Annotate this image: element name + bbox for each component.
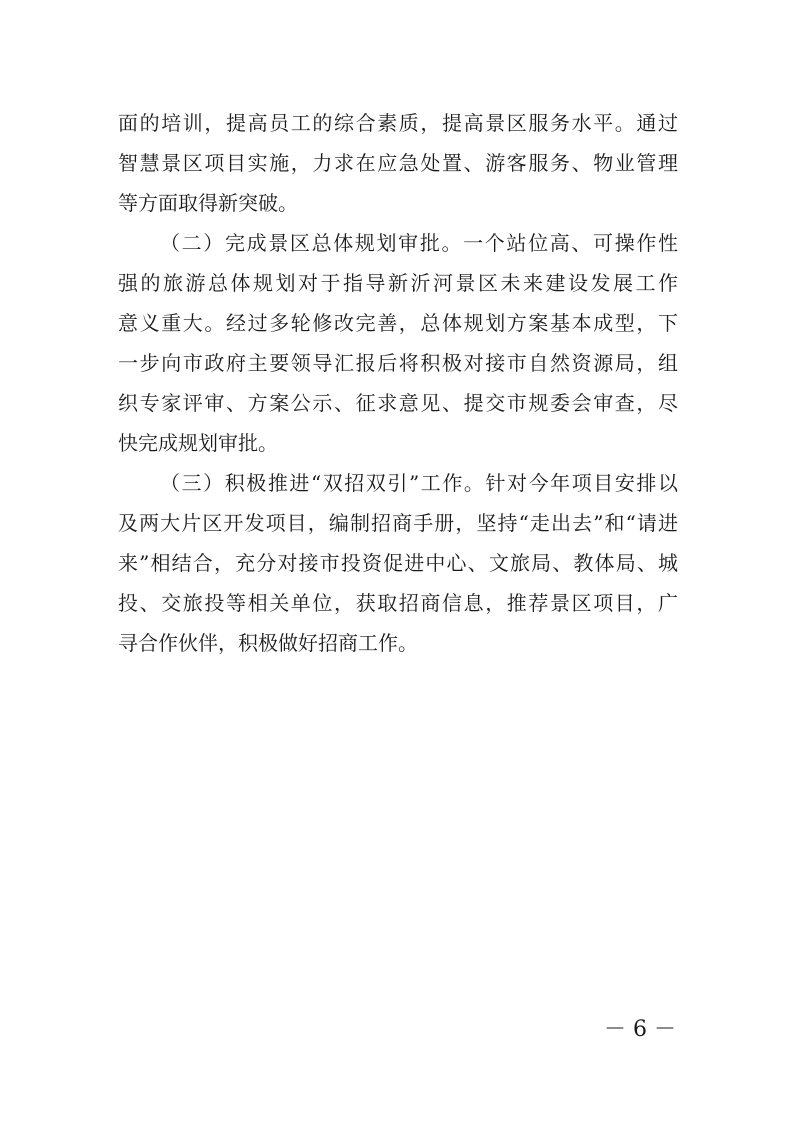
paragraph-line: 智慧景区项目实施，力求在应急处置、游客服务、物业管理	[118, 151, 678, 175]
paragraph-line: 寻合作伙伴，积极做好招商工作。	[118, 631, 418, 655]
section-three-heading-line: （三）积极推进“双招双引”工作。针对今年项目安排以	[160, 471, 678, 495]
section-two-heading-line: （二）完成景区总体规划审批。一个站位高、可操作性	[160, 231, 678, 255]
paragraph-line: 快完成规划审批。	[118, 431, 278, 455]
paragraph-line: 意义重大。经过多轮修改完善，总体规划方案基本成型，下	[118, 311, 678, 335]
paragraph-line: 及两大片区开发项目，编制招商手册，坚持“走出去”和“请进	[118, 511, 678, 535]
paragraph-line: 面的培训，提高员工的综合素质，提高景区服务水平。通过	[118, 111, 678, 135]
paragraph-line: 织专家评审、方案公示、征求意见、提交市规委会审查，尽	[118, 391, 678, 415]
page-number: － 6 －	[604, 1017, 676, 1042]
paragraph-line: 来”相结合，充分对接市投资促进中心、文旅局、教体局、城	[118, 551, 678, 575]
paragraph-line: 投、交旅投等相关单位，获取招商信息，推荐景区项目，广	[118, 591, 678, 615]
paragraph-line: 强的旅游总体规划对于指导新沂河景区未来建设发展工作	[118, 271, 678, 295]
paragraph-line: 一步向市政府主要领导汇报后将积极对接市自然资源局，组	[118, 351, 678, 375]
paragraph-line: 等方面取得新突破。	[118, 191, 298, 215]
